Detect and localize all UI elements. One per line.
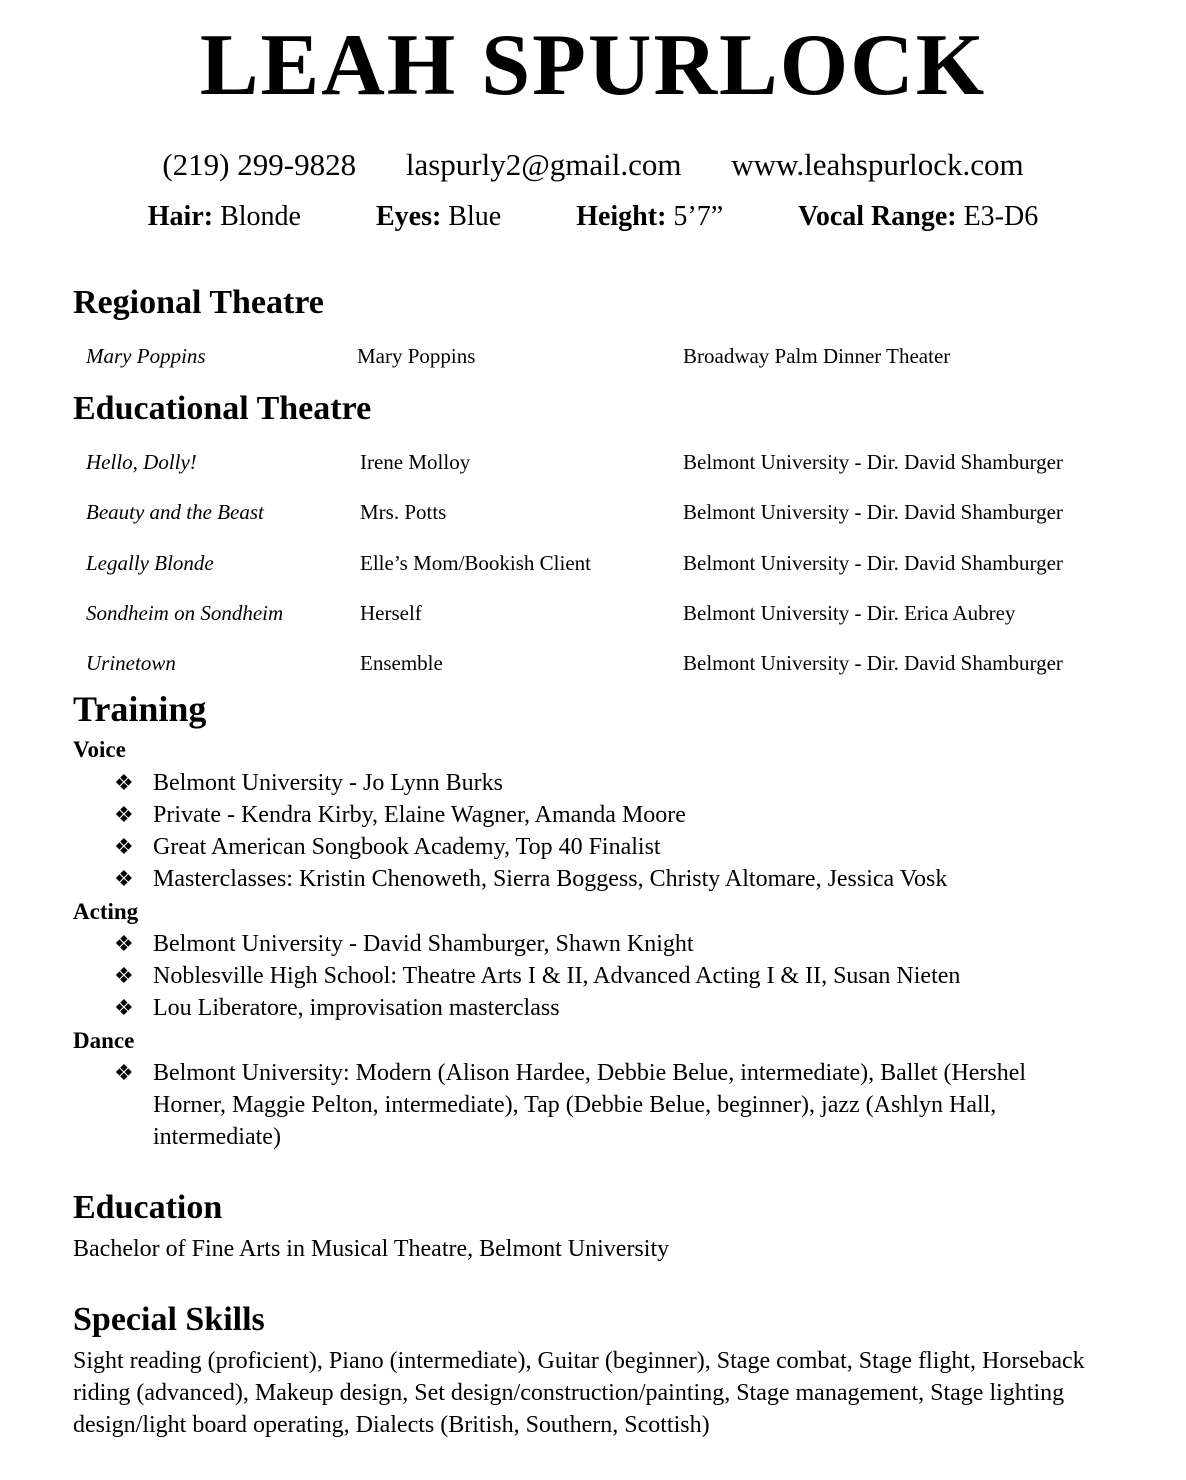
email-address: laspurly2@gmail.com [405,147,682,182]
stat-hair: Hair: Blonde [147,201,301,232]
section-heading-educational-theatre: Educational Theatre [73,390,372,427]
section-heading-regional-theatre: Regional Theatre [73,284,324,321]
credit-show: Urinetown [86,651,176,675]
training-subheading-dance: Dance [73,1028,135,1053]
credit-role: Herself [360,601,422,625]
bullet-icon: ❖ [114,995,134,1020]
bullet-icon: ❖ [114,931,134,956]
credit-show: Sondheim on Sondheim [86,601,284,625]
bullet-icon: ❖ [114,770,134,795]
credit-role: Ensemble [360,651,443,675]
credit-role: Irene Molloy [360,450,471,474]
credit-venue: Belmont University - Dir. David Shamburger [683,450,1063,474]
stat-vocal-range: Vocal Range: E3-D6 [798,201,1039,232]
stat-eyes: Eyes: Blue [375,201,502,232]
credit-role: Mary Poppins [357,344,476,368]
bullet-icon: ❖ [114,1060,134,1085]
credit-role: Elle’s Mom/Bookish Client [360,551,592,575]
resume-name: LEAH SPURLOCK [199,17,987,114]
training-subheading-acting: Acting [73,899,139,924]
bullet-icon: ❖ [114,834,134,859]
credit-venue: Belmont University - Dir. David Shamburger [683,500,1063,524]
bullet-icon: ❖ [114,963,134,988]
credit-venue: Belmont University - Dir. Erica Aubrey [683,601,1016,625]
training-subheading-voice: Voice [73,737,126,762]
section-heading-education: Education [73,1189,223,1226]
credit-venue: Belmont University - Dir. David Shamburger [683,651,1063,675]
stat-height: Height: 5’7” [576,201,724,232]
credit-role: Mrs. Potts [360,500,447,524]
education-text: Bachelor of Fine Arts in Musical Theatre, Belmont University [73,1236,670,1262]
section-heading-training: Training [73,689,207,729]
credit-venue: Broadway Palm Dinner Theater [683,344,951,368]
credit-show: Legally Blonde [86,551,214,575]
credit-show: Mary Poppins [86,344,206,368]
website-url: www.leahspurlock.com [731,147,1024,182]
special-skills-text: Sight reading (proficient), Piano (intermediate), Guitar (beginner), Stage combat, Stage flight, Horseback riding (advanced), Makeup design, Set design/construction/painting, Stage management, Stage lighting design/light board operating, Dialects (British, Southern, Scottish) [73,1348,1085,1438]
credit-show: Beauty and the Beast [86,500,264,524]
physical-stats-line [0,200,1186,234]
credit-show: Hello, Dolly! [86,450,197,474]
contact-line [0,146,1186,183]
credit-venue: Belmont University - Dir. David Shamburger [683,551,1063,575]
phone-number: (219) 299-9828 [162,147,357,182]
bullet-icon: ❖ [114,866,134,891]
bullet-icon: ❖ [114,802,134,827]
section-heading-special-skills: Special Skills [73,1301,265,1338]
resume-page: LEAH SPURLOCK (219) 299-9828 laspurly2@gmail.com www.leahspurlock.com Hair: Blonde Eyes: Blue Height: 5’7” Vocal Range: E3-D6 Regional Theatre Mary Poppins Mary Poppins Broadway Palm Dinner Theater Educational Theatre Hello, Dolly! Irene Molloy Belmont University - Dir. David Shamburger Beauty and the Beast Mrs. Potts Belmont University - Dir. David Shamburger Legally Blonde Elle’s Mom/Bookish Client Belmont University - Dir. David Shamburger Sondheim on Sondheim Herself Belmont University - Dir. Erica Aubrey Urinetown Ensemble Belmont University - Dir. David Shamburger Training Voice ❖ Belmont University - Jo Lynn Burks ❖ Private - Kendra Kirby, Elaine Wagner, Amanda Moore ❖ Great American Songbook Academy, Top 40 Finalist ❖ Masterclasses: Kristin Chenoweth, Sierra Boggess, Christy Altomare, Jessica Vosk Acting ❖ Belmont University - David Shamburger, Shawn Knight ❖ Noblesville High School: Theatre Arts I & II, Advanced Acting I & II, Susan Nieten ❖ Lou Liberatore, improvisation masterclass Dance ❖ Belmont University: Modern (Alison Hardee, Debbie Belue, intermediate), Ballet (Hershel Horner, Maggie Pelton, intermediate), Tap (Debbie Belue, beginner), jazz (Ashlyn Hall, intermediate) Education Bachelor of Fine Arts in Musical Theatre, Belmont University Special Skills Sight reading (proficient), Piano (intermediate), Guitar (beginner), Stage combat, Stage flight, Horseback riding (advanced), Makeup design, Set design/construction/painting, Stage management, Stage lighting design/light board operating, Dialects (British, Southern, Scottish) [0,0,1186,1480]
